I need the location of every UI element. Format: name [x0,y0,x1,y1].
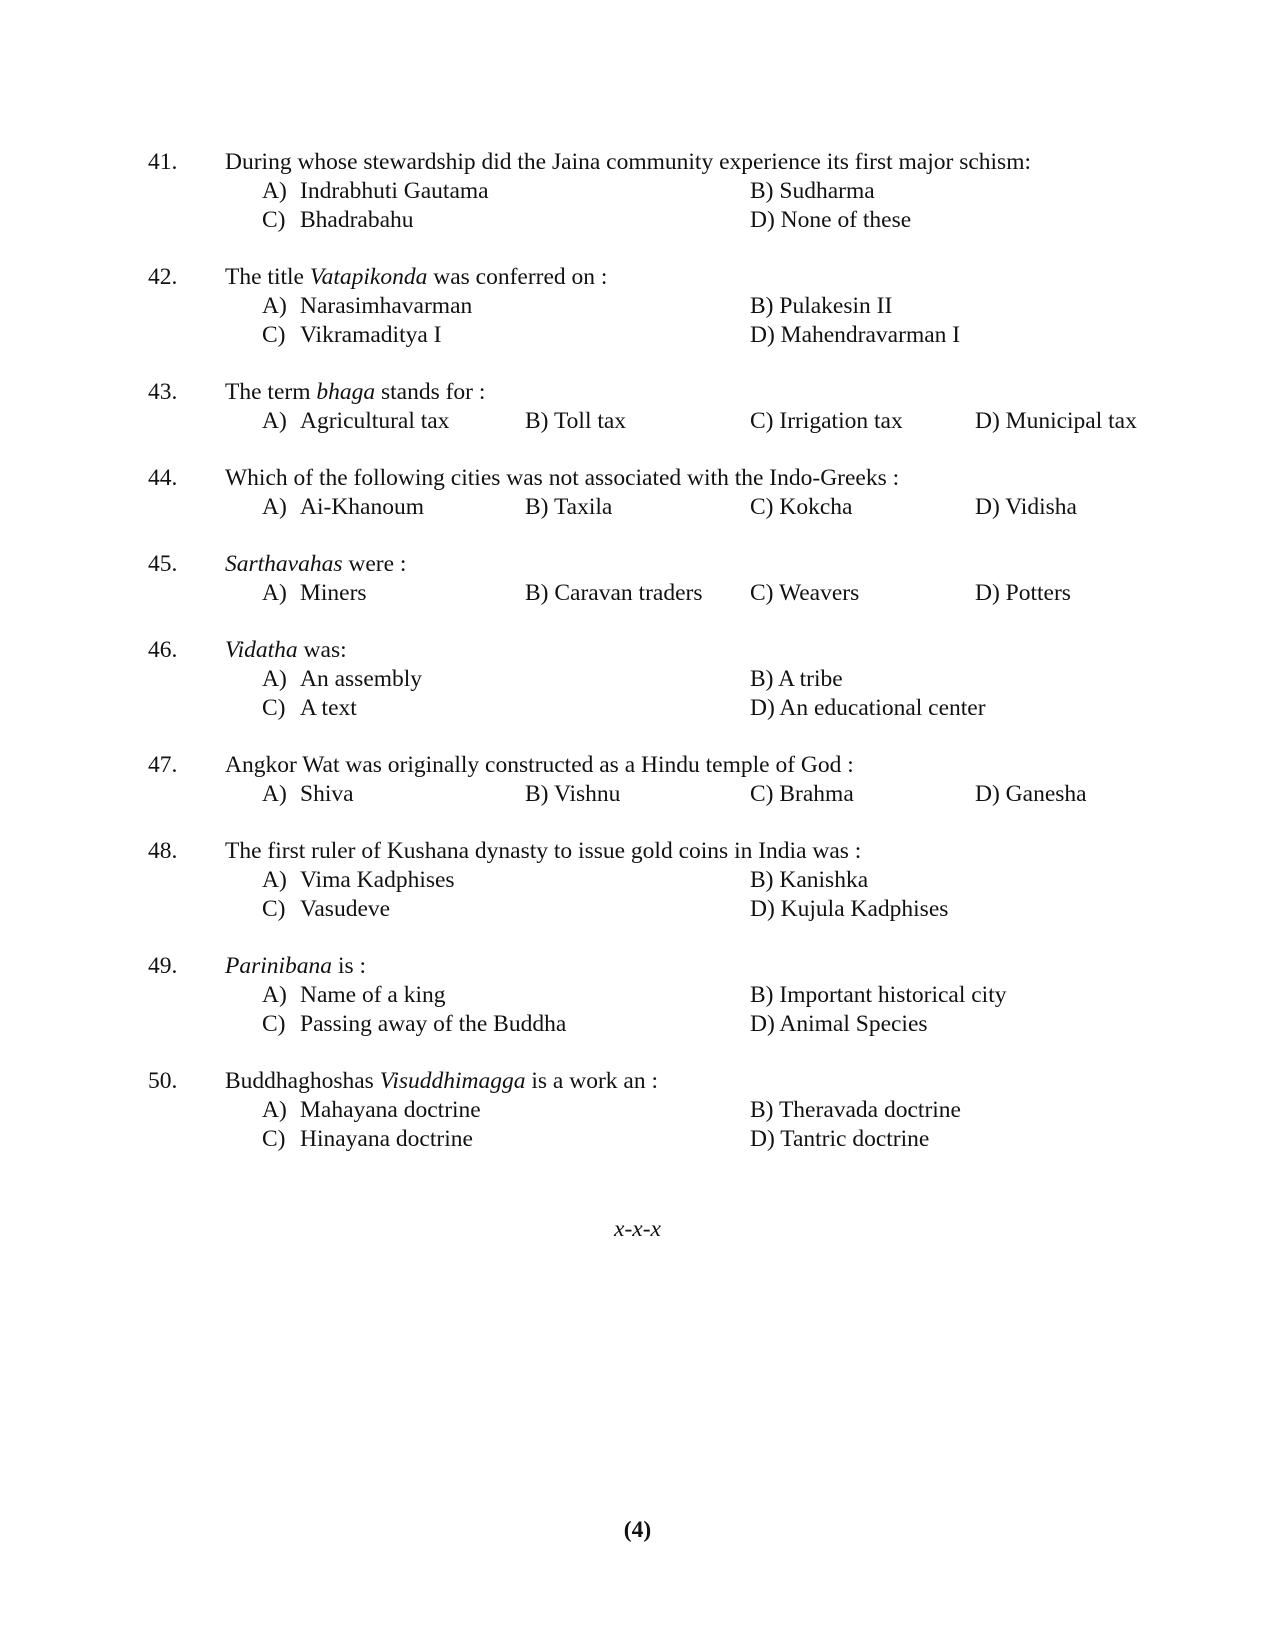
question-number: 48. [148,838,178,864]
question-block [0,378,1275,436]
answer-option-letter: B) [525,781,549,807]
answer-option-letter: C) [262,1126,286,1152]
answer-option-text: A tribe [778,666,843,692]
answer-options-row [0,981,1275,1010]
question-block [0,952,1275,1039]
answer-option-text: Vikramaditya I [300,322,442,348]
answer-option-text: Miners [300,580,367,606]
question-block [0,148,1275,235]
question-stem-text: Which of the following cities was not associated with the Indo-Greeks : [225,465,900,491]
answer-options-row [0,866,1275,895]
answer-option-letter: D) [975,494,1000,520]
answer-option-letter: B) [525,408,549,434]
answer-option [262,694,357,723]
question-stem [225,550,406,579]
answer-option [262,1125,473,1154]
answer-option-letter: C) [750,781,774,807]
question-stem-text: Buddhaghoshas [225,1068,380,1094]
answer-option-letter: D) [975,781,1000,807]
answer-option-text: Pulakesin II [779,293,893,319]
answer-options-row [0,1096,1275,1125]
answer-option [750,321,960,350]
answer-option [262,780,354,809]
answer-option-text: Brahma [779,781,854,807]
question-block [0,464,1275,522]
answer-option [750,1096,961,1125]
answer-option-text: Municipal tax [1005,408,1137,434]
answer-option [750,1010,928,1039]
question-header [0,263,1275,292]
answer-option-letter: D) [750,1011,775,1037]
question-stem-text: stands for : [375,379,486,405]
question-header [0,378,1275,407]
answer-option [975,407,1137,436]
answer-option [750,780,854,809]
answer-option-letter: A) [262,178,287,204]
answer-option-letter: B) [750,867,774,893]
answer-option [975,780,1087,809]
answer-option-letter: D) [750,695,775,721]
answer-option [750,1125,929,1154]
answer-option-text: Kokcha [779,494,853,520]
answer-option [262,493,424,522]
question-block [0,1067,1275,1154]
answer-option [262,292,472,321]
question-stem-text: is : [332,953,367,979]
answer-option-letter: C) [262,1011,286,1037]
answer-option [975,493,1077,522]
answer-option [525,407,626,436]
answer-option [750,493,852,522]
answer-option-text: Agricultural tax [300,408,450,434]
answer-option [262,895,390,924]
answer-option-letter: A) [262,580,287,606]
answer-option [262,407,449,436]
answer-option-letter: A) [262,867,287,893]
answer-option [262,1096,481,1125]
answer-option [262,981,446,1010]
answer-option-text: Vima Kadphises [300,867,455,893]
question-stem [225,1067,658,1096]
answer-option-letter: D) [975,580,1000,606]
answer-option [750,579,859,608]
answer-option-letter: D) [975,408,1000,434]
answer-option-text: Taxila [553,494,613,520]
answer-option [975,579,1071,608]
answer-option [750,866,868,895]
answer-option-letter: A) [262,494,287,520]
answer-options-row [0,292,1275,321]
question-stem-italic-term: Vatapikonda [309,264,428,290]
answer-option-text: Name of a king [300,982,446,1008]
answer-option-letter: B) [750,293,774,319]
question-stem-text: Angkor Wat was originally constructed as a Hindu temple of God : [225,752,854,778]
answer-options-row [0,1125,1275,1154]
question-stem-text: was: [297,637,347,663]
question-stem [225,464,899,493]
answer-option [262,321,442,350]
answer-option-text: Mahayana doctrine [300,1097,481,1123]
question-number: 47. [148,752,178,778]
answer-option [262,665,422,694]
answer-option-letter: A) [262,666,287,692]
question-number: 45. [148,551,178,577]
question-stem-italic-term: Visuddhimagga [379,1068,526,1094]
answer-option-letter: C) [262,695,286,721]
answer-option-letter: C) [750,580,774,606]
answer-option [262,206,414,235]
answer-option [750,407,903,436]
answer-options-row [0,321,1275,350]
question-stem-text: is a work an : [525,1068,658,1094]
question-header [0,837,1275,866]
answer-option-text: Vishnu [553,781,621,807]
answer-option-letter: C) [750,408,774,434]
answer-option-text: Ai-Khanoum [300,494,425,520]
answer-option-text: Important historical city [779,982,1007,1008]
question-number: 44. [148,465,178,491]
question-block [0,263,1275,350]
answer-options-row [0,665,1275,694]
answer-option-text: Indrabhuti Gautama [300,178,489,204]
page-number: (4) [623,1517,652,1543]
question-block [0,837,1275,924]
answer-option [750,981,1006,1010]
answer-option [525,780,620,809]
answer-option [750,694,986,723]
answer-option-text: Theravada doctrine [778,1097,961,1123]
question-stem-text: The term [225,379,317,405]
question-stem-italic-term: Vidatha [225,637,298,663]
question-stem-italic-term: Sarthavahas [225,551,343,577]
answer-option-text: A text [300,695,357,721]
answer-option-text: An assembly [300,666,423,692]
answer-option [262,866,455,895]
question-stem-italic-term: bhaga [316,379,376,405]
question-header [0,550,1275,579]
question-number: 50. [148,1068,178,1094]
answer-options-row [0,780,1275,809]
answer-option [262,177,489,206]
question-header [0,464,1275,493]
answer-option-letter: A) [262,1097,287,1123]
answer-options-row [0,1010,1275,1039]
question-stem [225,148,1031,177]
answer-option-letter: A) [262,982,287,1008]
question-stem [225,378,485,407]
question-stem [225,636,347,665]
answer-option-letter: B) [750,666,774,692]
question-header [0,1067,1275,1096]
question-stem [225,263,607,292]
answer-option-text: Sudharma [779,178,875,204]
question-header [0,148,1275,177]
answer-option-text: An educational center [779,695,986,721]
answer-option-text: Irrigation tax [779,408,903,434]
answer-option [750,665,843,694]
answer-option [525,579,702,608]
answer-option-text: Toll tax [553,408,627,434]
answer-option [750,895,948,924]
answer-option-letter: C) [262,207,286,233]
answer-option-letter: A) [262,293,287,319]
answer-option-text: None of these [780,207,912,233]
answer-option-letter: C) [262,322,286,348]
answer-option-text: Mahendravarman I [780,322,961,348]
answer-option-letter: B) [750,982,774,1008]
answer-option-text: Hinayana doctrine [300,1126,473,1152]
question-stem [225,837,861,866]
answer-option-text: Vidisha [1005,494,1077,520]
answer-option-text: Caravan traders [554,580,703,606]
question-header [0,751,1275,780]
answer-option [750,206,911,235]
answer-option-letter: C) [262,896,286,922]
answer-option-letter: D) [750,207,775,233]
question-stem-italic-term: Parinibana [225,953,333,979]
question-list [0,148,1275,1182]
question-block [0,550,1275,608]
question-number: 49. [148,953,178,979]
answer-option-text: Narasimhavarman [300,293,473,319]
question-header [0,636,1275,665]
answer-options-row [0,493,1275,522]
answer-option-letter: C) [750,494,774,520]
question-number: 41. [148,149,178,175]
answer-option-letter: D) [750,896,775,922]
answer-option-letter: B) [525,494,549,520]
question-block [0,636,1275,723]
answer-option-text: Vasudeve [300,896,391,922]
question-stem-text: The title [225,264,310,290]
answer-option-letter: B) [750,1097,774,1123]
answer-option-text: Passing away of the Buddha [300,1011,567,1037]
answer-option-text: Tantric doctrine [780,1126,930,1152]
answer-option-letter: D) [750,322,775,348]
answer-option [750,292,892,321]
question-stem-text: was conferred on : [427,264,608,290]
answer-option-letter: A) [262,781,287,807]
question-number: 42. [148,264,178,290]
answer-option-letter: B) [750,178,774,204]
answer-option [262,1010,566,1039]
answer-options-row [0,895,1275,924]
answer-option [750,177,875,206]
answer-option-text: Potters [1005,580,1071,606]
end-mark: x-x-x [614,1216,661,1242]
answer-option-text: Kanishka [779,867,869,893]
question-header [0,952,1275,981]
question-block [0,751,1275,809]
question-stem [225,952,366,981]
answer-option [262,579,367,608]
answer-option-text: Shiva [300,781,354,807]
question-number: 43. [148,379,178,405]
question-stem-text: were : [342,551,407,577]
question-number: 46. [148,637,178,663]
answer-options-row [0,177,1275,206]
answer-option-text: Bhadrabahu [300,207,414,233]
answer-options-row [0,206,1275,235]
answer-option [525,493,612,522]
answer-option-text: Animal Species [779,1011,928,1037]
answer-option-text: Kujula Kadphises [780,896,949,922]
answer-option-letter: A) [262,408,287,434]
question-stem [225,751,854,780]
question-stem-text: The first ruler of Kushana dynasty to issue gold coins in India was : [225,838,862,864]
question-stem-text: During whose stewardship did the Jaina community experience its first major schism: [225,149,1032,175]
answer-options-row [0,579,1275,608]
answer-option-letter: B) [525,580,549,606]
answer-option-letter: D) [750,1126,775,1152]
answer-options-row [0,407,1275,436]
answer-options-row [0,694,1275,723]
answer-option-text: Ganesha [1005,781,1087,807]
answer-option-text: Weavers [778,580,860,606]
